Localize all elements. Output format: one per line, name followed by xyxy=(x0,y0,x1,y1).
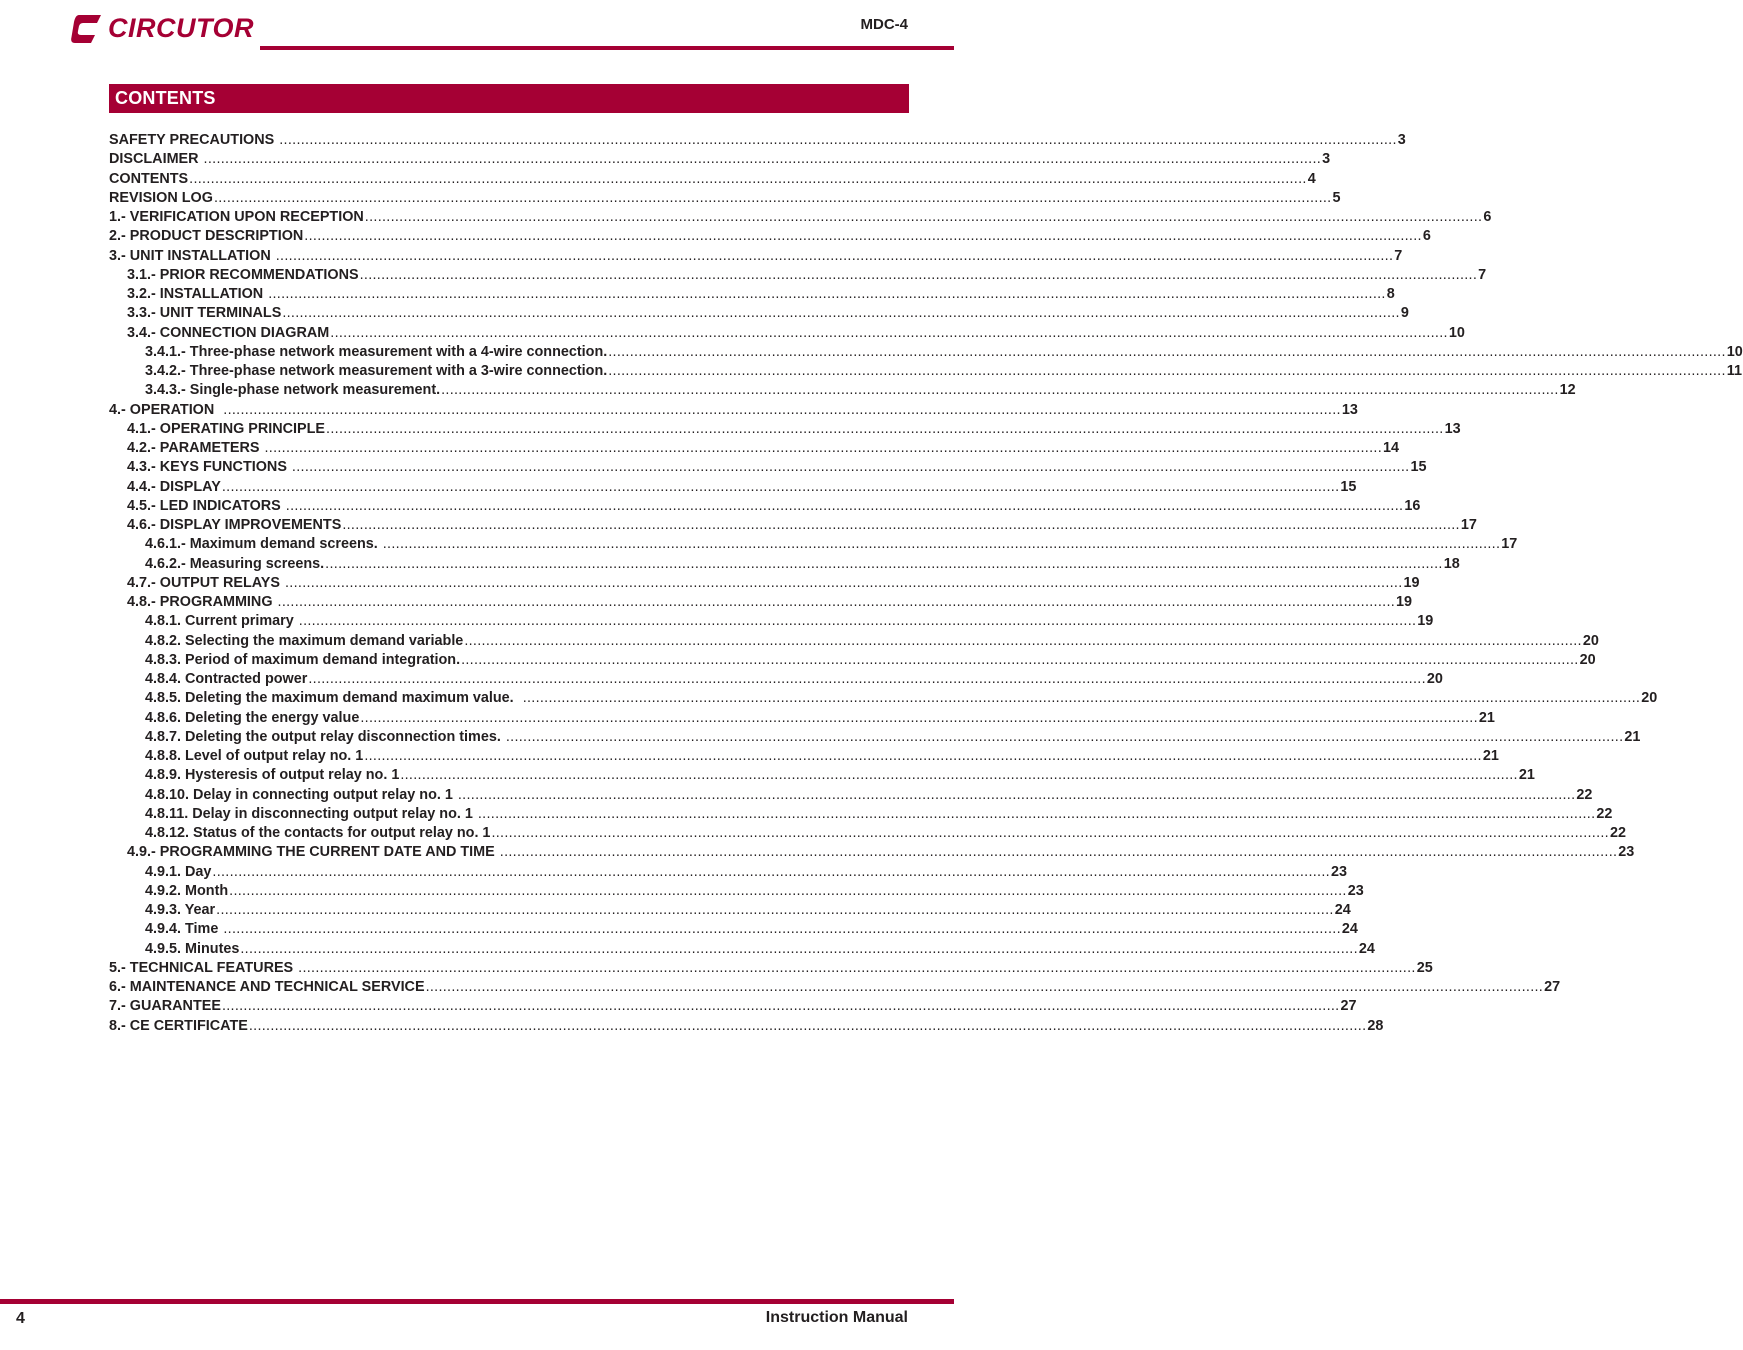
toc-entry[interactable] xyxy=(109,555,1460,574)
toc-dot-leader: .................................................................................................................................................................................................................................................................... xyxy=(304,228,1422,245)
toc-entry[interactable] xyxy=(109,574,1420,593)
toc-entry[interactable] xyxy=(109,978,1561,997)
toc-entry-page: 3 xyxy=(1397,132,1406,148)
toc-dot-leader: .................................................................................................................................................................................................................................................................... xyxy=(491,825,1609,841)
toc-entry-page: 19 xyxy=(1403,574,1420,591)
toc-dot-leader: .................................................................................................................................................................................................................................................................... xyxy=(425,979,1544,995)
toc-entry-title: SAFETY PRECAUTIONS xyxy=(109,132,279,148)
toc-dot-leader: .................................................................................................................................................................................................................................................................... xyxy=(364,748,1482,764)
toc-dot-leader: .................................................................................................................................................................................................................................................................... xyxy=(464,632,1582,649)
toc-entry[interactable] xyxy=(109,324,1465,343)
toc-entry-page: 15 xyxy=(1340,478,1357,495)
toc-entry-title: 4.8.1. Current primary xyxy=(145,613,298,630)
toc-dot-leader: .................................................................................................................................................................................................................................................................... xyxy=(189,170,1307,187)
toc-entry-page: 16 xyxy=(1404,497,1421,514)
toc-entry-page: 15 xyxy=(1410,459,1427,476)
toc-entry-page: 23 xyxy=(1347,882,1364,899)
toc-entry-page: 5 xyxy=(1332,189,1341,206)
toc-entry-title: 4.9.- PROGRAMMING THE CURRENT DATE AND TIME xyxy=(127,844,499,861)
toc-entry-page: 20 xyxy=(1641,690,1658,707)
toc-entry[interactable] xyxy=(109,670,1443,689)
toc-entry-title: 4.1.- OPERATING PRINCIPLE xyxy=(127,420,326,437)
toc-dot-leader: .................................................................................................................................................................................................................................................................... xyxy=(282,305,1400,322)
toc-entry-title: CONTENTS xyxy=(109,170,189,187)
toc-dot-leader: .................................................................................................................................................................................................................................................................... xyxy=(326,420,1444,437)
toc-entry-title: 4.2.- PARAMETERS xyxy=(127,440,264,456)
toc-entry-page: 17 xyxy=(1501,536,1518,553)
toc-entry[interactable] xyxy=(109,786,1593,805)
toc-entry-title: 3.4.2.- Three-phase network measurement with a 3-wire connection. xyxy=(145,363,608,379)
toc-entry-page: 25 xyxy=(1416,959,1433,976)
toc-entry[interactable] xyxy=(109,1017,1384,1036)
toc-entry[interactable] xyxy=(109,285,1395,304)
toc-entry-title: 4.9.5. Minutes xyxy=(145,940,240,957)
toc-dot-leader: .................................................................................................................................................................................................................................................................... xyxy=(285,574,1403,591)
toc-entry[interactable] xyxy=(109,997,1357,1016)
toc-dot-leader: .................................................................................................................................................................................................................................................................... xyxy=(342,517,1460,533)
toc-entry-page: 6 xyxy=(1483,209,1492,225)
toc-entry-title: 4.6.- DISPLAY IMPROVEMENTS xyxy=(127,517,342,533)
toc-entry[interactable] xyxy=(109,920,1358,939)
toc-entry-page: 14 xyxy=(1383,440,1400,456)
toc-dot-leader: .................................................................................................................................................................................................................................................................... xyxy=(400,767,1518,784)
toc-entry-title: 7.- GUARANTEE xyxy=(109,998,221,1015)
toc-dot-leader: .................................................................................................................................................................................................................................................................... xyxy=(213,189,1332,206)
toc-entry[interactable] xyxy=(109,612,1434,631)
toc-entry-page: 27 xyxy=(1340,998,1357,1015)
toc-entry[interactable] xyxy=(109,689,1658,708)
toc-dot-leader: .................................................................................................................................................................................................................................................................... xyxy=(240,940,1358,957)
toc-entry-page: 24 xyxy=(1334,902,1351,918)
toc-entry-title: 4.5.- LED INDICATORS xyxy=(127,497,285,514)
toc-entry[interactable] xyxy=(109,362,1742,381)
toc-entry-title: 3.2.- INSTALLATION xyxy=(127,286,268,302)
toc-entry[interactable] xyxy=(109,208,1492,227)
toc-entry[interactable] xyxy=(109,458,1427,477)
toc-entry[interactable] xyxy=(109,747,1499,766)
toc-entry-title: 4.8.6. Deleting the energy value xyxy=(145,709,360,726)
toc-entry[interactable] xyxy=(109,843,1635,862)
toc-entry-title: 4.- OPERATION xyxy=(109,401,223,418)
toc-entry-title: 4.8.10. Delay in connecting output relay no. 1 xyxy=(145,786,457,803)
toc-dot-leader: .................................................................................................................................................................................................................................................................... xyxy=(221,998,1340,1015)
toc-dot-leader: .................................................................................................................................................................................................................................................................... xyxy=(364,209,1483,225)
toc-dot-leader: .................................................................................................................................................................................................................................................................... xyxy=(264,440,1382,456)
manual-label: Instruction Manual xyxy=(765,1309,908,1326)
toc-entry-title: 3.- UNIT INSTALLATION xyxy=(109,247,275,264)
toc-entry-page: 21 xyxy=(1624,728,1641,745)
toc-entry[interactable] xyxy=(109,478,1357,497)
toc-entry-page: 20 xyxy=(1579,651,1596,668)
toc-entry[interactable] xyxy=(109,227,1431,246)
toc-entry-page: 22 xyxy=(1609,825,1626,841)
toc-entry-title: REVISION LOG xyxy=(109,189,213,206)
toc-entry-title: 4.9.4. Time xyxy=(145,921,223,938)
toc-entry-page: 23 xyxy=(1618,844,1635,861)
toc-entry-page: 24 xyxy=(1358,940,1375,957)
toc-entry-page: 10 xyxy=(1726,343,1743,360)
footer-rule xyxy=(0,1299,954,1304)
toc-entry-title: 4.9.1. Day xyxy=(145,863,212,880)
toc-entry-title: 4.4.- DISPLAY xyxy=(127,478,221,495)
toc-entry[interactable] xyxy=(109,709,1495,728)
toc-entry-title: 4.6.1.- Maximum demand screens. xyxy=(145,536,382,553)
toc-entry-page: 22 xyxy=(1576,786,1593,803)
contents-heading: CONTENTS xyxy=(115,88,216,108)
toc-entry-title: 4.7.- OUTPUT RELAYS xyxy=(127,574,284,591)
toc-entry[interactable] xyxy=(109,266,1487,285)
toc-entry[interactable] xyxy=(109,381,1576,400)
toc-entry-page: 4 xyxy=(1307,170,1316,187)
toc-entry[interactable] xyxy=(109,247,1403,266)
toc-entry-page: 21 xyxy=(1518,767,1535,784)
toc-entry[interactable] xyxy=(109,940,1375,959)
toc-entry-title: 5.- TECHNICAL FEATURES xyxy=(109,959,298,976)
toc-dot-leader: .................................................................................................................................................................................................................................................................... xyxy=(277,594,1396,610)
toc-entry-page: 20 xyxy=(1582,632,1599,649)
toc-entry[interactable] xyxy=(109,824,1626,843)
circutor-logo xyxy=(70,11,260,47)
toc-dot-leader: .................................................................................................................................................................................................................................................................... xyxy=(248,1017,1367,1034)
toc-entry-title: 4.8.9. Hysteresis of output relay no. 1 xyxy=(145,767,400,784)
logo-wordmark: CIRCUTOR xyxy=(108,13,255,43)
toc-entry-page: 8 xyxy=(1386,286,1395,302)
toc-entry-title: 6.- MAINTENANCE AND TECHNICAL SERVICE xyxy=(109,979,425,995)
toc-dot-leader: .................................................................................................................................................................................................................................................................... xyxy=(608,343,1726,360)
toc-entry-title: 4.8.8. Level of output relay no. 1 xyxy=(145,748,364,764)
toc-entry-page: 19 xyxy=(1417,613,1434,630)
toc-entry[interactable] xyxy=(109,863,1347,882)
toc-dot-leader: .................................................................................................................................................................................................................................................................... xyxy=(441,382,1559,399)
toc-dot-leader: .................................................................................................................................................................................................................................................................... xyxy=(223,401,1341,418)
toc-entry[interactable] xyxy=(109,170,1316,189)
toc-dot-leader: .................................................................................................................................................................................................................................................................... xyxy=(477,805,1596,822)
toc-entry-title: 3.4.- CONNECTION DIAGRAM xyxy=(127,324,330,341)
toc-entry-title: 4.8.- PROGRAMMING xyxy=(127,594,277,610)
toc-entry-title: 4.6.2.- Measuring screens. xyxy=(145,555,325,572)
toc-dot-leader: .................................................................................................................................................................................................................................................................... xyxy=(308,671,1426,687)
toc-dot-leader: .................................................................................................................................................................................................................................................................... xyxy=(457,786,1576,803)
toc-entry-page: 22 xyxy=(1596,805,1613,822)
toc-entry[interactable] xyxy=(109,593,1413,612)
toc-dot-leader: .................................................................................................................................................................................................................................................................... xyxy=(522,690,1641,707)
toc-entry-title: 4.8.4. Contracted power xyxy=(145,671,308,687)
toc-entry-title: 4.8.7. Deleting the output relay disconnection times. xyxy=(145,728,505,745)
toc-entry-title: 3.4.1.- Three-phase network measurement with a 4-wire connection. xyxy=(145,343,608,360)
toc-entry[interactable] xyxy=(109,150,1331,169)
toc-entry[interactable] xyxy=(109,497,1421,516)
toc-dot-leader: .................................................................................................................................................................................................................................................................... xyxy=(279,132,1397,148)
toc-entry[interactable] xyxy=(109,439,1400,458)
toc-dot-leader: .................................................................................................................................................................................................................................................................... xyxy=(291,459,1410,476)
toc-entry-title: 3.1.- PRIOR RECOMMENDATIONS xyxy=(127,266,359,283)
toc-entry-title: DISCLAIMER xyxy=(109,151,203,168)
toc-entry[interactable] xyxy=(109,535,1518,554)
toc-dot-leader: .................................................................................................................................................................................................................................................................... xyxy=(268,286,1386,302)
toc-dot-leader: .................................................................................................................................................................................................................................................................... xyxy=(221,478,1340,495)
toc-entry-page: 10 xyxy=(1448,324,1465,341)
toc-entry-title: 4.8.5. Deleting the maximum demand maximum value. xyxy=(145,690,522,707)
toc-entry[interactable] xyxy=(109,304,1409,323)
header-rule xyxy=(260,46,954,50)
toc-entry-title: 1.- VERIFICATION UPON RECEPTION xyxy=(109,209,364,225)
toc-dot-leader: .................................................................................................................................................................................................................................................................... xyxy=(325,555,1443,572)
toc-entry[interactable] xyxy=(109,343,1743,362)
toc-entry-page: 21 xyxy=(1478,709,1495,726)
toc-dot-leader: .................................................................................................................................................................................................................................................................... xyxy=(382,536,1501,553)
toc-entry-page: 20 xyxy=(1426,671,1443,687)
toc-entry[interactable] xyxy=(109,420,1461,439)
toc-entry[interactable] xyxy=(109,901,1351,920)
toc-dot-leader: .................................................................................................................................................................................................................................................................... xyxy=(216,902,1334,918)
toc-dot-leader: .................................................................................................................................................................................................................................................................... xyxy=(505,728,1624,745)
toc-entry[interactable] xyxy=(109,632,1599,651)
toc-entry[interactable] xyxy=(109,882,1364,901)
toc-entry[interactable] xyxy=(109,401,1358,420)
toc-entry[interactable] xyxy=(109,131,1406,150)
toc-entry-page: 21 xyxy=(1482,748,1499,764)
toc-entry-page: 11 xyxy=(1726,363,1742,379)
toc-entry-page: 24 xyxy=(1341,921,1358,938)
toc-entry-title: 4.8.2. Selecting the maximum demand variable xyxy=(145,632,464,649)
toc-dot-leader: .................................................................................................................................................................................................................................................................... xyxy=(275,247,1394,264)
toc-entry-page: 28 xyxy=(1367,1017,1384,1034)
toc-entry-page: 12 xyxy=(1559,382,1576,399)
toc-entry-page: 3 xyxy=(1322,151,1331,168)
toc-entry-title: 4.3.- KEYS FUNCTIONS xyxy=(127,459,291,476)
toc-entry-title: 4.8.3. Period of maximum demand integration. xyxy=(145,651,461,668)
toc-entry-title: 8.- CE CERTIFICATE xyxy=(109,1017,248,1034)
toc-entry-page: 19 xyxy=(1396,594,1413,610)
toc-dot-leader: .................................................................................................................................................................................................................................................................... xyxy=(298,613,1417,630)
toc-entry-title: 4.9.3. Year xyxy=(145,902,216,918)
toc-dot-leader: .................................................................................................................................................................................................................................................................... xyxy=(298,959,1416,976)
toc-entry[interactable] xyxy=(109,959,1433,978)
toc-entry-title: 4.8.12. Status of the contacts for output relay no. 1 xyxy=(145,825,491,841)
circutor-logo-icon xyxy=(70,12,104,46)
toc-entry[interactable] xyxy=(109,728,1641,747)
toc-entry-page: 13 xyxy=(1444,420,1461,437)
toc-dot-leader: .................................................................................................................................................................................................................................................................... xyxy=(461,651,1579,668)
toc-entry-page: 17 xyxy=(1460,517,1477,533)
toc-entry-page: 18 xyxy=(1443,555,1460,572)
toc-entry-title: 3.3.- UNIT TERMINALS xyxy=(127,305,282,322)
toc-dot-leader: .................................................................................................................................................................................................................................................................... xyxy=(212,863,1330,880)
page-number: 4 xyxy=(16,1310,25,1327)
toc-dot-leader: .................................................................................................................................................................................................................................................................... xyxy=(360,709,1478,726)
toc-dot-leader: .................................................................................................................................................................................................................................................................... xyxy=(499,844,1618,861)
toc-entry[interactable] xyxy=(109,805,1613,824)
toc-entry-page: 7 xyxy=(1394,247,1403,264)
contents-heading-bar xyxy=(109,84,909,113)
toc-entry[interactable] xyxy=(109,516,1477,535)
document-code: MDC-4 xyxy=(860,16,908,33)
toc-entry[interactable] xyxy=(109,651,1596,670)
toc-entry[interactable] xyxy=(109,189,1341,208)
table-of-contents xyxy=(109,131,1743,1036)
toc-entry-title: 3.4.3.- Single-phase network measurement. xyxy=(145,382,441,399)
toc-dot-leader: .................................................................................................................................................................................................................................................................... xyxy=(330,324,1448,341)
toc-entry-title: 2.- PRODUCT DESCRIPTION xyxy=(109,228,304,245)
toc-entry-page: 13 xyxy=(1341,401,1358,418)
toc-entry-page: 7 xyxy=(1478,266,1487,283)
toc-dot-leader: .................................................................................................................................................................................................................................................................... xyxy=(359,266,1478,283)
toc-entry-title: 4.9.2. Month xyxy=(145,882,229,899)
toc-entry-title: 4.8.11. Delay in disconnecting output relay no. 1 xyxy=(145,805,477,822)
toc-entry-page: 9 xyxy=(1400,305,1409,322)
toc-dot-leader: .................................................................................................................................................................................................................................................................... xyxy=(229,882,1347,899)
toc-dot-leader: .................................................................................................................................................................................................................................................................... xyxy=(608,363,1726,379)
toc-dot-leader: .................................................................................................................................................................................................................................................................... xyxy=(285,497,1404,514)
toc-dot-leader: .................................................................................................................................................................................................................................................................... xyxy=(223,921,1341,938)
toc-entry-page: 6 xyxy=(1422,228,1431,245)
toc-entry-page: 23 xyxy=(1330,863,1347,880)
toc-dot-leader: .................................................................................................................................................................................................................................................................... xyxy=(203,151,1322,168)
toc-entry-page: 27 xyxy=(1544,979,1561,995)
toc-entry[interactable] xyxy=(109,766,1535,785)
